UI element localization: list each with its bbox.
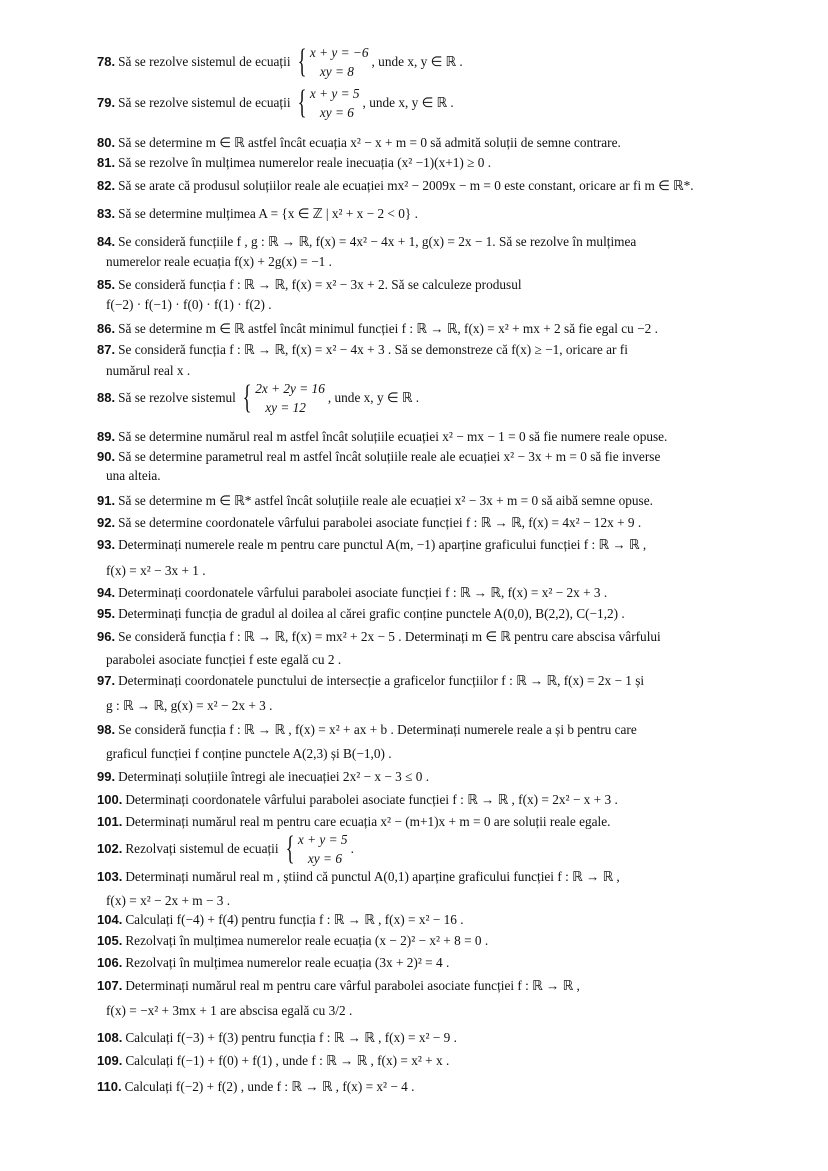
system-equation: xy = 8 xyxy=(319,64,354,79)
system-equation: xy = 6 xyxy=(319,105,354,120)
equation-system xyxy=(294,43,369,81)
exercise-line xyxy=(97,978,580,994)
system-equations xyxy=(298,830,348,868)
exercise-text: Determinați soluțiile întregi ale inecuației 2x² − x − 3 ≤ 0 . xyxy=(118,769,430,784)
exercise-line xyxy=(97,449,660,465)
exercise-line xyxy=(106,746,392,762)
exercise-line xyxy=(106,893,230,909)
exercise-line xyxy=(106,652,341,668)
exercise-line xyxy=(97,1053,449,1069)
exercise-number: 95. xyxy=(97,606,116,621)
exercise-text: Determinați numerele reale m pentru care punctul A(m, −1) aparține graficului funcției f : ℝ → ℝ , xyxy=(118,537,647,552)
exercise-text: Calculați f(−4) + f(4) pentru funcția f : ℝ → ℝ , f(x) = x² − 16 . xyxy=(125,912,464,927)
exercise-number: 79. xyxy=(97,95,116,110)
exercise-text: Să se determine m ∈ ℝ astfel încât ecuația x² − x + m = 0 să admită soluții de semne contrare. xyxy=(118,135,621,150)
exercise-text: una alteia. xyxy=(106,468,161,483)
exercise-number: 98. xyxy=(97,722,116,737)
brace-symbol: { xyxy=(285,830,295,867)
exercise-text: , unde x, y ∈ ℝ . xyxy=(371,54,463,69)
exercise-line xyxy=(97,629,661,645)
exercise-number: 84. xyxy=(97,234,116,249)
exercise-text: Să se arate că produsul soluțiilor reale ale ecuației mx² − 2009x − m = 0 este constant, oricare ar fi m ∈ ℝ*. xyxy=(118,178,694,193)
exercise-text: Determinați coordonatele vârfului parabolei asociate funcției f : ℝ → ℝ , f(x) = 2x² − x + 3 . xyxy=(125,792,618,807)
exercise-line xyxy=(97,1079,414,1095)
exercise-number: 85. xyxy=(97,277,116,292)
exercise-number: 107. xyxy=(97,978,123,993)
exercise-line xyxy=(106,1003,352,1019)
exercise-line xyxy=(106,363,190,379)
exercise-number: 89. xyxy=(97,429,116,444)
exercise-number: 92. xyxy=(97,515,116,530)
exercise-line xyxy=(97,379,419,417)
exercise-text: f(−2) · f(−1) · f(0) · f(1) · f(2) . xyxy=(106,297,272,312)
exercise-line xyxy=(97,722,637,738)
exercise-line xyxy=(97,673,644,689)
exercise-number: 91. xyxy=(97,493,116,508)
exercise-text: Rezolvați în mulțimea numerelor reale ecuația (3x + 2)² = 4 . xyxy=(125,955,450,970)
exercise-line xyxy=(97,84,454,122)
exercise-line xyxy=(97,869,620,885)
exercise-text: Determinați funcția de gradul al doilea al cărei grafic conține punctele A(0,0), B(2,2), C(−1,2) . xyxy=(118,606,625,621)
exercise-text: Determinați coordonatele punctului de intersecție a graficelor funcțiilor f : ℝ → ℝ, f(x) = 2x − 1 și xyxy=(118,673,645,688)
equation-system xyxy=(239,379,325,417)
exercise-line xyxy=(97,155,491,171)
exercise-line xyxy=(97,342,628,358)
system-equation: x + y = 5 xyxy=(309,86,360,101)
exercise-line xyxy=(97,814,610,830)
exercise-text: Să se determine mulțimea A = {x ∈ ℤ | x² + x − 2 < 0} . xyxy=(118,206,418,221)
system-equation: x + y = 5 xyxy=(297,832,348,847)
exercise-line xyxy=(97,493,653,509)
exercise-text: Rezolvați în mulțimea numerelor reale ecuația (x − 2)² − x² + 8 = 0 . xyxy=(125,933,489,948)
exercise-text: g : ℝ → ℝ, g(x) = x² − 2x + 3 . xyxy=(106,698,273,713)
exercise-number: 108. xyxy=(97,1030,123,1045)
exercise-text: Să se determine coordonatele vârfului parabolei asociate funcției f : ℝ → ℝ, f(x) = 4x² − 12x + 9 . xyxy=(118,515,642,530)
exercise-number: 94. xyxy=(97,585,116,600)
exercise-line xyxy=(97,792,618,808)
equation-system xyxy=(282,830,348,868)
exercise-text: Se consideră funcția f : ℝ → ℝ, f(x) = x² − 3x + 2. Să se calculeze produsul xyxy=(118,277,522,292)
exercise-text: f(x) = x² − 2x + m − 3 . xyxy=(106,893,231,908)
exercise-number: 110. xyxy=(97,1079,122,1094)
exercise-text: Să se determine m ∈ ℝ* astfel încât soluțiile reale ale ecuației x² − 3x + m = 0 să aibă semne opuse. xyxy=(118,493,653,508)
exercise-text: Să se determine m ∈ ℝ astfel încât minimul funcției f : ℝ → ℝ, f(x) = x² + mx + 2 să fie egal cu −2 . xyxy=(118,321,658,336)
exercise-number: 103. xyxy=(97,869,123,884)
exercise-number: 90. xyxy=(97,449,116,464)
system-equation: x + y = −6 xyxy=(309,45,369,60)
exercise-line xyxy=(97,537,646,553)
exercise-line xyxy=(97,178,694,194)
exercise-text: Determinați coordonatele vârfului parabolei asociate funcției f : ℝ → ℝ, f(x) = x² − 2x + 3 . xyxy=(118,585,608,600)
exercise-line xyxy=(106,468,161,484)
exercise-text: Se consideră funcția f : ℝ → ℝ , f(x) = x² + ax + b . Determinați numerele reale a și b pentru care xyxy=(118,722,637,737)
exercise-number: 109. xyxy=(97,1053,123,1068)
exercise-number: 81. xyxy=(97,155,116,170)
system-equation: xy = 6 xyxy=(307,851,342,866)
exercise-text: , unde x, y ∈ ℝ . xyxy=(327,390,420,405)
exercise-text: Calculați f(−3) + f(3) pentru funcția f : ℝ → ℝ , f(x) = x² − 9 . xyxy=(125,1030,457,1045)
equation-system xyxy=(294,84,360,122)
brace-symbol: { xyxy=(297,43,307,80)
exercise-text: Să se rezolve sistemul de ecuații xyxy=(118,54,291,69)
exercise-line xyxy=(97,1030,457,1046)
exercise-number: 106. xyxy=(97,955,123,970)
exercise-line xyxy=(97,321,658,337)
exercise-number: 82. xyxy=(97,178,116,193)
system-equation: xy = 12 xyxy=(265,400,306,415)
brace-symbol: { xyxy=(242,379,252,416)
exercise-number: 105. xyxy=(97,933,123,948)
exercise-line xyxy=(97,585,607,601)
exercise-number: 100. xyxy=(97,792,123,807)
exercise-text: Să se rezolve sistemul xyxy=(118,390,236,405)
exercise-line xyxy=(97,830,354,868)
exercise-text: . xyxy=(350,841,354,856)
exercise-text: f(x) = x² − 3x + 1 . xyxy=(106,563,206,578)
exercise-line xyxy=(97,234,636,250)
exercise-number: 97. xyxy=(97,673,116,688)
exercise-number: 101. xyxy=(97,814,123,829)
exercise-line xyxy=(97,135,621,151)
exercise-number: 93. xyxy=(97,537,116,552)
exercise-number: 87. xyxy=(97,342,116,357)
exercise-text: parabolei asociate funcției f este egală cu 2 . xyxy=(106,652,342,667)
exercise-text: Calculați f(−1) + f(0) + f(1) , unde f : ℝ → ℝ , f(x) = x² + x . xyxy=(125,1053,450,1068)
exercise-text: Se consideră funcția f : ℝ → ℝ, f(x) = mx² + 2x − 5 . Determinați m ∈ ℝ pentru care abscisa vârfului xyxy=(118,629,661,644)
system-equations xyxy=(255,379,325,417)
exercise-line xyxy=(97,43,463,81)
exercise-text: Calculați f(−2) + f(2) , unde f : ℝ → ℝ , f(x) = x² − 4 . xyxy=(124,1079,415,1094)
exercise-line xyxy=(97,429,667,445)
exercise-line xyxy=(106,254,332,270)
exercise-line xyxy=(97,606,625,622)
exercise-text: Se consideră funcțiile f , g : ℝ → ℝ, f(x) = 4x² − 4x + 1, g(x) = 2x − 1. Să se rezolve în mulțimea xyxy=(118,234,637,249)
exercise-text: Să se rezolve sistemul de ecuații xyxy=(118,95,291,110)
exercise-number: 104. xyxy=(97,912,123,927)
exercise-text: numărul real x . xyxy=(106,363,191,378)
system-equation: 2x + 2y = 16 xyxy=(255,381,325,396)
exercise-line xyxy=(106,563,206,579)
exercise-number: 86. xyxy=(97,321,116,336)
exercise-number: 99. xyxy=(97,769,116,784)
exercise-line xyxy=(97,933,488,949)
exercise-text: f(x) = −x² + 3mx + 1 are abscisa egală cu 3/2 . xyxy=(106,1003,353,1018)
system-equations xyxy=(310,43,369,81)
exercise-text: Să se determine parametrul real m astfel încât soluțiile reale ale ecuației x² − 3x + m = 0 să fie inverse xyxy=(118,449,661,464)
exercise-line xyxy=(97,277,522,293)
exercise-text: Să se rezolve în mulțimea numerelor reale inecuația (x² −1)(x+1) ≥ 0 . xyxy=(118,155,492,170)
exercise-line xyxy=(97,912,464,928)
exercise-text: , unde x, y ∈ ℝ . xyxy=(362,95,454,110)
exercise-line xyxy=(106,297,272,313)
exercise-text: numerelor reale ecuația f(x) + 2g(x) = −1 . xyxy=(106,254,332,269)
exercise-line xyxy=(97,206,418,222)
exercise-text: Să se determine numărul real m astfel încât soluțiile ecuației x² − mx − 1 = 0 să fie numere reale opuse. xyxy=(118,429,668,444)
brace-symbol: { xyxy=(297,84,307,121)
exercise-number: 78. xyxy=(97,54,116,69)
system-equations xyxy=(310,84,360,122)
exercise-text: Rezolvați sistemul de ecuații xyxy=(125,841,279,856)
exercise-line xyxy=(106,698,272,714)
exercise-text: graficul funcției f conține punctele A(2,3) și B(−1,0) . xyxy=(106,746,392,761)
exercise-line xyxy=(97,515,641,531)
exercise-line xyxy=(97,769,429,785)
exercise-number: 96. xyxy=(97,629,116,644)
exercise-number: 83. xyxy=(97,206,116,221)
exercise-number: 80. xyxy=(97,135,116,150)
exercise-text: Determinați numărul real m pentru care ecuația x² − (m+1)x + m = 0 are soluții reale egale. xyxy=(125,814,611,829)
exercise-text: Determinați numărul real m pentru care vârful parabolei asociate funcției f : ℝ → ℝ , xyxy=(125,978,580,993)
exercise-text: Determinați numărul real m , știind că punctul A(0,1) aparține graficului funcției f : ℝ → ℝ , xyxy=(125,869,620,884)
exercise-number: 88. xyxy=(97,390,116,405)
exercise-text: Se consideră funcția f : ℝ → ℝ, f(x) = x² − 4x + 3 . Să se demonstreze că f(x) ≥ −1, oricare ar fi xyxy=(118,342,628,357)
exercise-line xyxy=(97,955,449,971)
exercise-number: 102. xyxy=(97,841,123,856)
